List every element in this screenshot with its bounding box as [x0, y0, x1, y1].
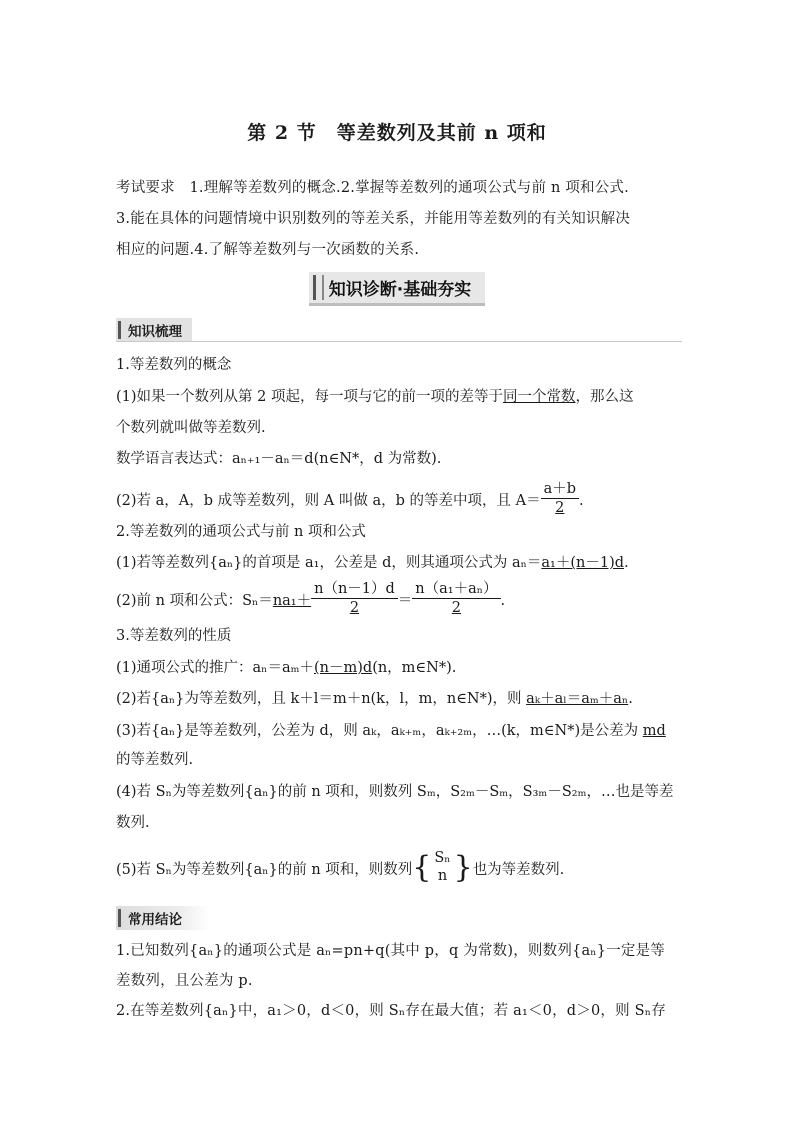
k3-p1 — [116, 658, 682, 678]
k3-p5-post: 也为等差数列. — [472, 862, 565, 878]
k2-p2-eq: ＝ — [397, 593, 413, 609]
k1-p2-frac-den: 2 — [555, 499, 565, 516]
section-banner: 知识诊断·基础夯实 — [309, 272, 485, 306]
exam-requirements-line-2: 3.能在具体的问题情境中识别数列的等差关系，并能用等差数列的有关知识解决 — [116, 211, 631, 227]
k1-p2-text: (2)若 a，A，b 成等差数列，则 A 叫做 a，b 的等差中项，且 A＝ — [116, 493, 541, 509]
conclusions-label: 常用结论 — [116, 906, 210, 930]
k3-p1-fill: (n－m)d — [314, 660, 373, 676]
k2-p2-post: . — [500, 593, 506, 609]
k3-p2-fill: aₖ＋aₗ＝aₘ＋aₙ — [526, 691, 629, 707]
exam-requirements-line-1: 考试要求 1.理解等差数列的概念.2.掌握等差数列的通项公式与前 n 项和公式. — [116, 180, 629, 196]
k2-p2 — [116, 580, 682, 622]
k3-p2-post: . — [628, 691, 633, 707]
page-title: 第 2 节 等差数列及其前 n 项和 — [247, 122, 547, 144]
c2-line1: 2.在等差数列{aₙ}中，a₁＞0，d＜0，则 Sₙ存在最大值；若 a₁＜0，d＞0，则 Sₙ存 — [116, 1003, 666, 1019]
k2-p2-frac1-den: 2 — [349, 599, 360, 616]
k1-p2-post: . — [579, 493, 584, 509]
k2-p1-post: . — [624, 555, 629, 571]
k1-p1-line2: 个数列就叫做等差数列. — [116, 420, 266, 436]
k2-p1 — [116, 553, 682, 573]
k3-p3-line1 — [116, 721, 682, 741]
k2-p1-fill: a₁＋(n－1)d — [541, 555, 625, 571]
k1-p1-fill: 同一个常数 — [502, 389, 576, 405]
k3-p5-frac-den: n — [437, 868, 448, 884]
knowledge-rule — [116, 341, 682, 342]
k1-p2 — [116, 481, 682, 521]
section-banner-wrap — [0, 272, 794, 306]
k3-p2 — [116, 689, 682, 709]
k3-p5-text: (5)若 Sₙ为等差数列{aₙ}的前 n 项和，则数列 — [116, 862, 413, 878]
k2-p2-fraction-2 — [412, 580, 500, 617]
k3-p5-fraction — [431, 849, 453, 885]
c1-line1: 1.已知数列{aₙ}的通项公式是 aₙ=pn+q(其中 p，q 为常数)，则数列{aₙ}一定是等 — [116, 943, 665, 959]
k1-p1-text: (1)如果一个数列从第 2 项起，每一项与它的前一项的差等于 — [116, 389, 503, 405]
k3-p4-line2: 数列. — [116, 815, 150, 831]
k2-p2-text: (2)前 n 项和公式：Sₙ＝ — [116, 593, 273, 609]
k1-p1-line1 — [116, 387, 682, 407]
k3-p3-fill: md — [642, 723, 666, 739]
k3-p2-text: (2)若{aₙ}为等差数列，且 k＋l＝m＋n(k，l，m，n∈N*)，则 — [116, 691, 527, 707]
left-brace-icon: { — [412, 850, 432, 885]
k2-p1-text: (1)若等差数列{aₙ}的首项是 a₁，公差是 d，则其通项公式为 aₙ＝ — [116, 555, 542, 571]
c1-line2: 差数列，且公差为 p. — [116, 973, 253, 989]
k2-p2-frac2-num: n（a₁＋aₙ） — [412, 580, 500, 599]
k2-p2-frac2-den: 2 — [451, 599, 462, 616]
k2-heading: 2.等差数列的通项公式与前 n 项和公式 — [116, 524, 366, 540]
k1-heading: 1.等差数列的概念 — [116, 357, 232, 373]
k3-p4-line1: (4)若 Sₙ为等差数列{aₙ}的前 n 项和，则数列 Sₘ，S₂ₘ－Sₘ，S₃ₘ－S₂ₘ，…也是等差 — [116, 784, 674, 800]
exam-requirements-line-3: 相应的问题.4.了解等差数列与一次函数的关系. — [116, 242, 420, 258]
k1-p1-post: ，那么这 — [575, 389, 634, 405]
right-brace-icon: } — [453, 850, 473, 885]
k3-p1-text: (1)通项公式的推广：aₙ＝aₘ＋ — [116, 660, 314, 676]
knowledge-label: 知识梳理 — [116, 318, 192, 342]
k3-p5 — [116, 848, 682, 892]
k1-p1-line3: 数学语言表达式：aₙ₊₁－aₙ＝d(n∈N*，d 为常数). — [116, 451, 442, 467]
k3-heading: 3.等差数列的性质 — [116, 628, 232, 644]
k3-p1-post: (n，m∈N*). — [372, 660, 457, 676]
k2-p2-fraction-1 — [311, 580, 398, 617]
k2-p2-fill: na₁＋ — [272, 593, 312, 609]
k3-p5-frac-num: Sₙ — [434, 850, 451, 866]
k3-p3-text: (3)若{aₙ}是等差数列，公差为 d，则 aₖ，aₖ₊ₘ，aₖ₊₂ₘ，…(k，m∈N*)是公差为 — [116, 723, 643, 739]
k1-p2-frac-num: a＋b — [541, 481, 579, 499]
k1-p2-fraction — [541, 481, 579, 517]
k2-p2-frac1-num: n（n－1）d — [311, 580, 398, 599]
k3-p3-line2: 的等差数列. — [116, 752, 194, 768]
